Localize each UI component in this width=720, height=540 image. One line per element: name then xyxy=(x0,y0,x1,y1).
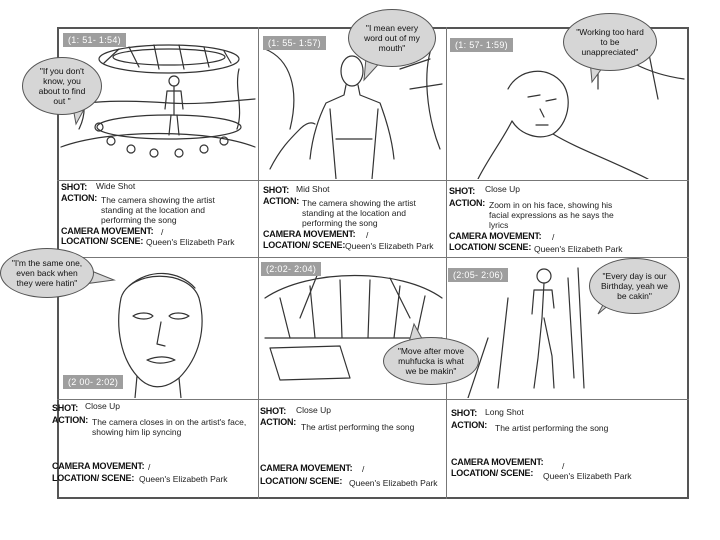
shot-label-6: SHOT: xyxy=(451,408,478,418)
action-value-2: The camera showing the artist standing at the location and performing the song xyxy=(302,198,416,228)
action-value-6: The artist performing the song xyxy=(495,423,609,433)
shot-label-5: SHOT: xyxy=(260,406,287,416)
timecode-6: (2:05- 2:06) xyxy=(448,268,508,282)
action-value-1: The camera showing the artist standing at the location and performing the song xyxy=(101,195,215,225)
shot-value-4: Close Up xyxy=(85,401,120,411)
shot-label-3: SHOT: xyxy=(449,186,476,196)
location-value-3: Queen's Elizabeth Park xyxy=(534,244,623,254)
action-value-4: The camera closes in on the artist's face, showing him lip syncing xyxy=(92,417,247,437)
camera-value-1: / xyxy=(161,227,164,237)
lyric-bubble-6: "Every day is our Birthday, yeah we be cakin" xyxy=(589,258,680,314)
camera-value-2: / xyxy=(366,230,369,240)
shot-value-1: Wide Shot xyxy=(96,181,136,191)
location-label-3: LOCATION/ SCENE: xyxy=(449,242,532,252)
action-value-3: Zoom in on his face, showing his facial expressions as he says the lyrics xyxy=(489,200,614,230)
action-label-1: ACTION: xyxy=(61,193,98,203)
action-label-4: ACTION: xyxy=(52,415,89,425)
camera-label-2: CAMERA MOVEMENT: xyxy=(263,229,356,239)
action-label-5: ACTION: xyxy=(260,417,297,427)
timecode-5: (2:02- 2:04) xyxy=(261,262,321,276)
timecode-1: (1: 51- 1:54) xyxy=(63,33,126,47)
grid-line xyxy=(258,27,259,499)
camera-value-5: / xyxy=(362,464,365,474)
shot-value-3: Close Up xyxy=(485,184,520,194)
location-value-4: Queen's Elizabeth Park xyxy=(139,474,228,484)
action-label-2: ACTION: xyxy=(263,196,300,206)
shot-value-6: Long Shot xyxy=(485,407,524,417)
camera-value-4: / xyxy=(148,462,151,472)
grid-line xyxy=(57,180,689,181)
location-label-5: LOCATION/ SCENE: xyxy=(260,476,343,486)
location-label-6: LOCATION/ SCENE: xyxy=(451,468,534,478)
action-label-6: ACTION: xyxy=(451,420,488,430)
lyric-bubble-4: "I'm the same one, even back when they were hatin" xyxy=(0,248,94,298)
camera-label-6: CAMERA MOVEMENT: xyxy=(451,457,544,467)
location-label-2: LOCATION/ SCENE: xyxy=(263,240,346,250)
location-label-1: LOCATION/ SCENE: xyxy=(61,236,144,246)
lyric-bubble-2: "I mean every word out of my mouth" xyxy=(348,9,436,67)
timecode-2: (1: 55- 1:57) xyxy=(263,36,326,50)
camera-label-3: CAMERA MOVEMENT: xyxy=(449,231,542,241)
location-value-1: Queen's Elizabeth Park xyxy=(146,237,235,247)
camera-label-1: CAMERA MOVEMENT: xyxy=(61,226,154,236)
lyric-bubble-3: "Working too hard to be unappreciated" xyxy=(563,13,657,71)
location-value-5: Queen's Elizabeth Park xyxy=(349,478,438,488)
lyric-bubble-5: "Move after move muhfucka is what we be makin" xyxy=(383,337,479,385)
grid-line xyxy=(446,27,447,499)
lyric-bubble-1: "If you don't know, you about to find out " xyxy=(22,57,102,115)
shot-label-4: SHOT: xyxy=(52,403,79,413)
location-label-4: LOCATION/ SCENE: xyxy=(52,473,135,483)
camera-label-5: CAMERA MOVEMENT: xyxy=(260,463,353,473)
action-value-5: The artist performing the song xyxy=(301,422,415,432)
action-label-3: ACTION: xyxy=(449,198,486,208)
camera-label-4: CAMERA MOVEMENT: xyxy=(52,461,145,471)
shot-value-2: Mid Shot xyxy=(296,184,330,194)
grid-line xyxy=(57,399,689,400)
camera-value-3: / xyxy=(552,232,555,242)
location-value-2: Queen's Elizabeth Park xyxy=(345,241,434,251)
location-value-6: Queen's Elizabeth Park xyxy=(543,471,632,481)
camera-value-6: / xyxy=(562,461,565,471)
shot-label-2: SHOT: xyxy=(263,185,290,195)
shot-label-1: SHOT: xyxy=(61,182,88,192)
timecode-3: (1: 57- 1:59) xyxy=(450,38,513,52)
timecode-4: (2 00- 2:02) xyxy=(63,375,123,389)
shot-value-5: Close Up xyxy=(296,405,331,415)
